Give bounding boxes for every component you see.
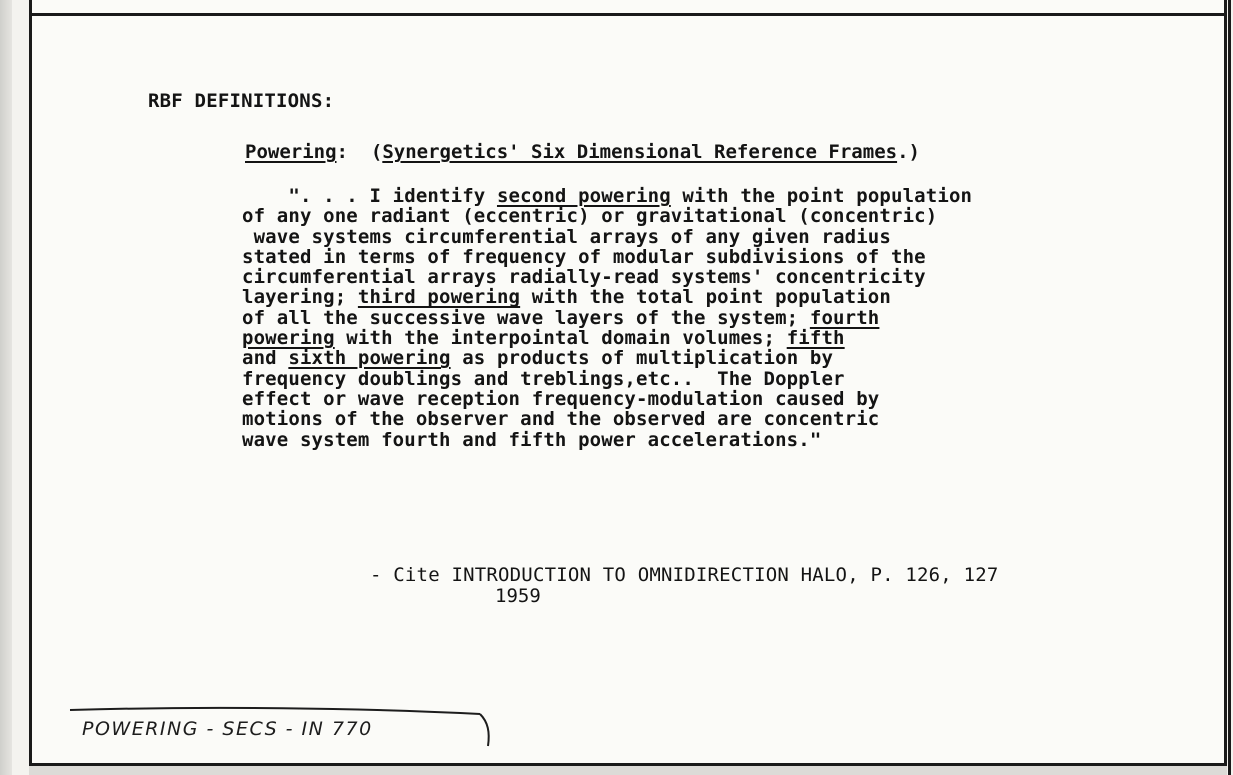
source-title: Synergetics' Six Dimensional Reference Frames — [382, 141, 898, 163]
page-edge-strip — [0, 0, 12, 775]
quote-text: and — [242, 347, 289, 370]
source-open-paren: ( — [370, 141, 383, 163]
quote-text: with the point population — [670, 185, 973, 207]
underlined-term: sixth powering — [288, 347, 451, 370]
card-bottom-edge — [29, 766, 1227, 775]
quote-text: with the interpointal domain volumes; — [334, 327, 787, 350]
quote-line-2: of any one radiant (eccentric) or gravitational (concentric) — [242, 205, 938, 228]
quote-line-12: motions of the observer and the observed are concentric — [242, 408, 880, 431]
card-right-rule — [1228, 0, 1231, 775]
citation-year: 1959 — [495, 585, 541, 607]
quote-line-9 — [242, 347, 833, 369]
quote-line-7 — [242, 307, 879, 329]
quote-line-11: effect or wave reception frequency-modulation caused by — [242, 387, 880, 410]
underlined-term: fourth — [809, 306, 880, 329]
quote-line-3: wave systems circumferential arrays of any given radius — [242, 225, 891, 248]
card-top-rule — [29, 13, 1227, 16]
quote-line-13: wave system fourth and fifth power accelerations." — [242, 428, 822, 451]
citation: - Cite INTRODUCTION TO OMNIDIRECTION HALO, P. 126, 127 — [370, 564, 999, 586]
underlined-term: fifth — [786, 327, 845, 350]
handwritten-note: POWERING - SECS - IN 770 — [82, 718, 373, 740]
definitions-heading: RBF DEFINITIONS: — [148, 90, 335, 112]
quote-line-6 — [242, 286, 891, 308]
quote-line-8 — [242, 327, 845, 349]
quote-line-1 — [242, 185, 972, 207]
quote-text: with the total point population — [520, 286, 891, 309]
underlined-term: second powering — [496, 185, 671, 207]
quote-text: ". . . I identify — [288, 185, 497, 207]
quote-line-5: circumferential arrays radially-read systems' concentricity — [242, 266, 926, 289]
term-word: Powering — [245, 141, 337, 163]
definition-quote — [242, 186, 1162, 450]
quote-text: of all the successive wave layers of the system; — [242, 306, 810, 329]
quote-text: as products of multiplication by — [450, 347, 834, 370]
quote-line-10: frequency doublings and treblings,etc.. The Doppler — [242, 367, 845, 390]
underlined-term: powering — [242, 327, 335, 350]
term-colon: : — [336, 141, 348, 163]
term-line — [245, 141, 920, 163]
quote-text: layering; — [242, 286, 358, 309]
underlined-term: third powering — [357, 286, 521, 309]
quote-line-4: stated in terms of frequency of modular subdivisions of the — [242, 245, 926, 268]
source-close-paren: .) — [897, 141, 920, 163]
